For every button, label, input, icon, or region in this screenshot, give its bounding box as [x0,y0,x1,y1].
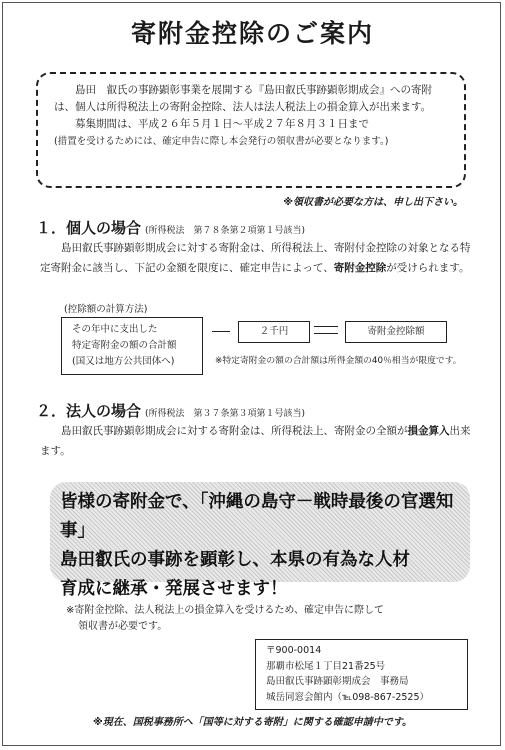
receipt-note: ※領収書が必要な方は、申し出下さい。 [283,197,463,208]
section2-heading [36,400,305,421]
contact-building: 城岳同窓会館内（℡098-867-2525） [266,691,430,703]
contact-address: 那覇市松尾１丁目21番25号 [266,660,386,672]
intro-text: 島田 叡氏の事跡顕彰事業を展開する『島田叡氏事跡顕彰期成会』への寄附は、個人は所得税法上の寄附金控除、法人は法人税法上の損金算入が出来ます。 [54,84,432,113]
slogan-line1: 皆様の寄附金で、「沖縄の島守－戦時最後の官選知事」 [60,492,454,541]
calc-box-total-line2: 特定寄附金の額の合計額 [72,340,177,351]
section2-body [40,421,472,461]
section1-title: １．個人の場合 [36,219,142,237]
section1-body-end: が受けられます。 [386,262,470,274]
bottom-note-line2: 領収書が必要です。 [78,621,168,632]
slogan-line3: 育成に継承・発展させます！ [60,579,288,599]
section2-title: ２．法人の場合 [36,402,142,420]
intro-note: (措置を受けるためには、確定申告に際し本会発行の領収書が必要となります。) [54,136,389,147]
footer-note: ※現在、国税事務所へ「国等に対する寄附」に関する確認申請中です。 [93,717,412,728]
section1-emphasis: 寄附金控除 [333,262,387,274]
calc-label: (控除額の計算方法) [64,304,148,315]
intro-box [36,72,466,188]
calc-box-total-line1: その年中に支出した [72,324,158,335]
contact-box [255,639,468,710]
bottom-note-line1: ※寄附金控除、法人税法上の損金算入を受けるため、確定申告に際して [66,605,384,616]
slogan [60,488,470,604]
section2-emphasis: 損金算入 [407,425,450,437]
calc-note: ※特定寄附金の額の合計額は所得金額の40％相当が限度です。 [215,356,462,366]
equals-sign [314,326,338,334]
calc-box-deduction: 寄附金控除額 [345,321,447,343]
section2-law: (所得税法 第３７条第３項第１号該当) [145,409,306,419]
section2-body-text: 島田叡氏事跡顕彰期成会に対する寄附金は、所得税法上、寄附金の全額が [61,425,408,437]
slogan-line2: 島田叡氏の事跡を顕彰し、本県の有為な人材 [60,550,410,570]
calc-box-total-line3: (国又は地方公共団体へ) [72,356,175,367]
section1-body-text: 島田叡氏事跡顕彰期成会に対する寄附金は、所得税法上、寄附付金控除の対象となる特定寄附金に該当し、下記の金額を限度に、確定申告によって、 [40,242,471,274]
minus-sign [212,331,230,332]
contact-org: 島田叡氏事跡顕彰期成会 事務局 [266,676,409,687]
contact-postal: 〒900-0014 [266,645,322,656]
bottom-note [66,603,486,635]
page-title: 寄附金控除のご案内 [130,19,374,48]
calc-box-total [61,317,203,375]
section1-heading [36,217,305,238]
section1-law: (所得税法 第７８条第２項第１号該当) [145,226,306,236]
section2-body-end: 出来ます。 [40,425,471,457]
intro-period: 募集期間は、平成２６年５月１日～平成２７年８月３１日まで [75,118,369,130]
section1-body [40,238,472,278]
calc-box-2000yen: ２千円 [238,321,310,343]
